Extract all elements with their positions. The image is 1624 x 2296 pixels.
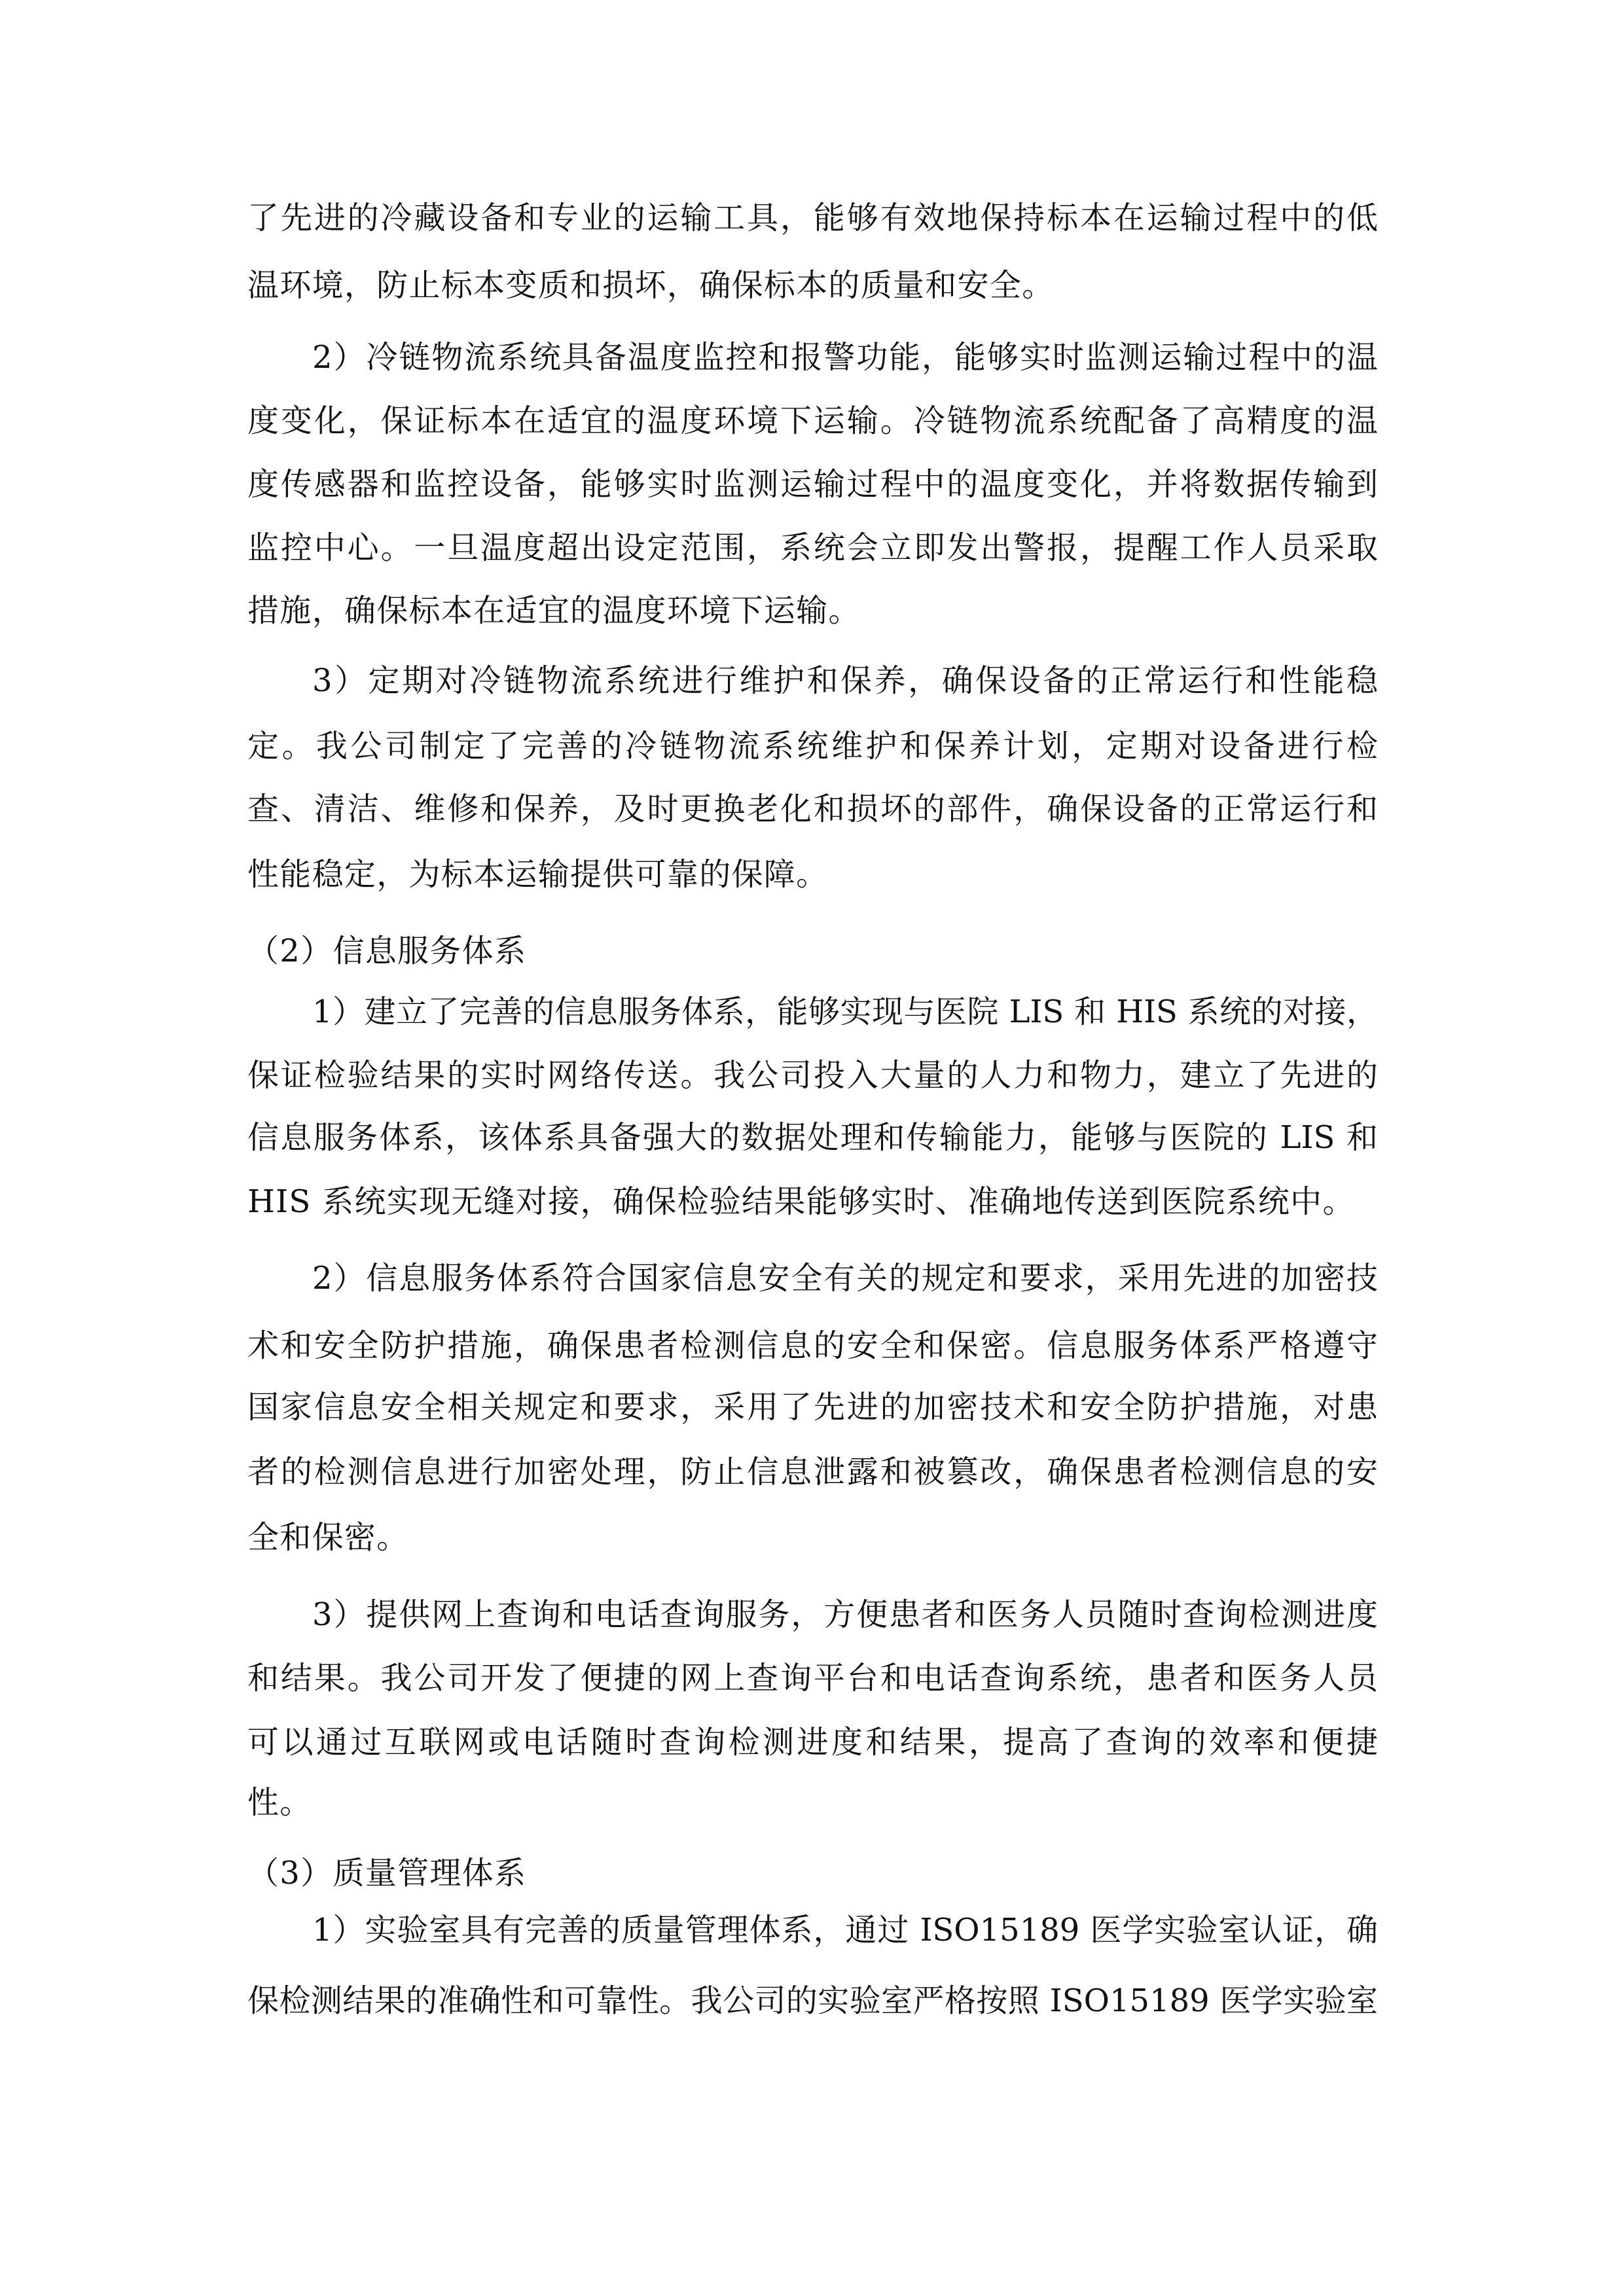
body-line-05: 度传感器和监控设备，能够实时监测运输过程中的温度变化，并将数据传输到 <box>247 466 1378 503</box>
paragraph-2-first-line: 2）冷链物流系统具备温度监控和报警功能，能够实时监测运输过程中的温 <box>312 339 1378 376</box>
body-line-07: 措施，确保标本在适宜的温度环境下运输。 <box>247 592 861 629</box>
paragraph-3-first-line: 3）定期对冷链物流系统进行维护和保养，确保设备的正常运行和性能稳 <box>312 662 1378 699</box>
body-line-20: 者的检测信息进行加密处理，防止信息泄露和被篡改，确保患者检测信息的安 <box>247 1454 1378 1490</box>
body-line-06: 监控中心。一旦温度超出设定范围，系统会立即发出警报，提醒工作人员采取 <box>247 529 1378 566</box>
section-heading-quality-management: （3）质量管理体系 <box>247 1855 527 1892</box>
body-line-02: 温环境，防止标本变质和损坏，确保标本的质量和安全。 <box>247 267 1055 304</box>
info-paragraph-2-first-line: 2）信息服务体系符合国家信息安全有关的规定和要求，采用先进的加密技 <box>312 1260 1378 1297</box>
body-line-25: 性。 <box>247 1784 312 1821</box>
body-line-15: 信息服务体系，该体系具备强大的数据处理和传输能力，能够与医院的 LIS 和 <box>247 1119 1378 1156</box>
info-paragraph-3-first-line: 3）提供网上查询和电话查询服务，方便患者和医务人员随时查询检测进度 <box>312 1596 1378 1633</box>
body-line-16: HIS 系统实现无缝对接，确保检验结果能够实时、准确地传送到医院系统中。 <box>247 1183 1355 1220</box>
body-line-11: 性能稳定，为标本运输提供可靠的保障。 <box>247 856 829 893</box>
body-line-01: 了先进的冷藏设备和专业的运输工具，能够有效地保持标本在运输过程中的低 <box>247 200 1378 236</box>
section-heading-information-service: （2）信息服务体系 <box>247 933 527 969</box>
body-line-04: 度变化，保证标本在适宜的温度环境下运输。冷链物流系统配备了高精度的温 <box>247 403 1378 439</box>
body-line-14: 保证检验结果的实时网络传送。我公司投入大量的人力和物力，建立了先进的 <box>247 1057 1378 1094</box>
body-line-10: 查、清洁、维修和保养，及时更换老化和损坏的部件，确保设备的正常运行和 <box>247 791 1378 827</box>
quality-paragraph-1-first-line: 1）实验室具有完善的质量管理体系，通过 ISO15189 医学实验室认证，确 <box>312 1912 1378 1948</box>
body-line-19: 国家信息安全相关规定和要求，采用了先进的加密技术和安全防护措施，对患 <box>247 1389 1378 1426</box>
body-line-23: 和结果。我公司开发了便捷的网上查询平台和电话查询系统，患者和医务人员 <box>247 1660 1378 1696</box>
body-line-09: 定。我公司制定了完善的冷链物流系统维护和保养计划，定期对设备进行检 <box>247 728 1378 764</box>
body-line-21: 全和保密。 <box>247 1519 409 1556</box>
body-line-24: 可以通过互联网或电话随时查询检测进度和结果，提高了查询的效率和便捷 <box>247 1724 1378 1761</box>
info-paragraph-1-first-line: 1）建立了完善的信息服务体系，能够实现与医院 LIS 和 HIS 系统的对接， <box>312 994 1378 1030</box>
body-line-28: 保检测结果的准确性和可靠性。我公司的实验室严格按照 ISO15189 医学实验室 <box>247 1982 1378 2019</box>
body-line-18: 术和安全防护措施，确保患者检测信息的安全和保密。信息服务体系严格遵守 <box>247 1327 1378 1364</box>
